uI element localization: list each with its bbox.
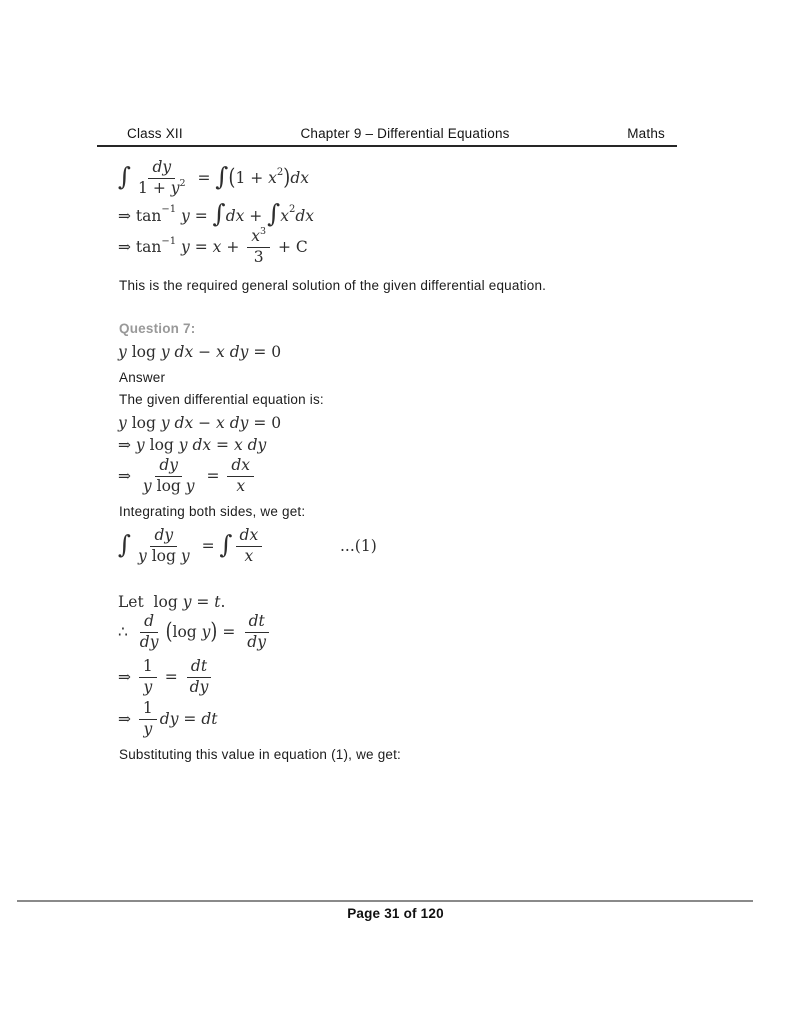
fraction-denominator (139, 678, 156, 697)
math-token: = (191, 593, 215, 611)
math-token: dy (189, 677, 209, 696)
tall-paren: ) (283, 164, 291, 191)
equation-substitution-let (118, 593, 225, 611)
superscript: 2 (276, 166, 284, 178)
equation-derivative-log-y (118, 613, 273, 652)
math-token: x (251, 227, 260, 245)
math-token: dy (139, 632, 159, 651)
fraction (134, 527, 194, 566)
math-token: dy (154, 526, 174, 544)
math-token: y (143, 677, 153, 696)
page-number: Page 31 of 120 (347, 906, 444, 921)
math-token: log (144, 436, 179, 454)
math-token: = (159, 668, 183, 687)
math-token: = (211, 436, 234, 454)
page-header (97, 126, 677, 147)
fraction-numerator (139, 700, 157, 720)
math-token: dx (231, 456, 251, 474)
math-token: d (144, 612, 155, 630)
fraction-denominator (232, 477, 249, 496)
fraction (227, 457, 254, 496)
math-token: = (217, 623, 241, 642)
fraction-numerator (245, 613, 269, 633)
fraction (247, 228, 270, 267)
equation-rearranged (118, 436, 266, 454)
fraction-denominator (243, 633, 270, 652)
math-token: ⇒ (118, 710, 136, 729)
integral-sign: ∫ (212, 199, 226, 228)
superscript: 3 (260, 226, 267, 238)
math-token: dx (295, 206, 315, 225)
math-token: y dx (160, 414, 194, 432)
math-token: x (212, 238, 222, 257)
math-token: y (118, 343, 127, 361)
math-token: − (193, 343, 217, 361)
math-token: y (180, 546, 190, 565)
equation-integral-dy-over-1-plus-y2 (118, 159, 309, 198)
fraction-denominator (139, 720, 156, 739)
math-token: − (193, 414, 217, 432)
math-token: dx (290, 169, 309, 188)
fraction-denominator (139, 477, 199, 496)
equation-given (118, 414, 281, 432)
header-class-label: Class XII (127, 126, 183, 141)
integral-sign: ∫ (267, 199, 281, 228)
equation-separated-variables (118, 457, 257, 496)
math-token: log (151, 476, 186, 495)
math-token: = 0 (248, 343, 282, 361)
fraction (139, 658, 157, 697)
math-token: = (189, 206, 213, 225)
fraction-numerator (148, 159, 175, 179)
math-token: ⇒ (118, 668, 136, 687)
math-token: y (143, 719, 153, 738)
math-token: y dx (178, 436, 212, 454)
math-token: y (185, 476, 195, 495)
math-token: = (178, 710, 202, 729)
math-token: 1 (142, 657, 153, 675)
math-token: y (138, 546, 147, 565)
integrating-line: Integrating both sides, we get: (119, 504, 306, 519)
answer-label: Answer (119, 370, 166, 385)
math-token: log (126, 414, 161, 432)
equation-question-statement (118, 343, 281, 361)
superscript: 2 (179, 178, 186, 190)
math-token: 1 + (138, 178, 171, 197)
question-label: Question 7: (119, 321, 196, 336)
math-token: log (146, 546, 181, 565)
equation-arctan-integrals (118, 199, 315, 228)
math-token: x (244, 546, 254, 565)
math-token: = (189, 238, 213, 257)
fraction-numerator (150, 527, 177, 547)
fraction-denominator (186, 678, 213, 697)
integral-sign: ∫ (118, 529, 132, 559)
math-token: 1 (142, 699, 153, 717)
superscript: −1 (161, 235, 177, 247)
fraction-numerator (139, 658, 157, 678)
equation-one-over-y (118, 658, 215, 697)
math-token: log (172, 623, 202, 642)
tall-paren: ( (165, 618, 173, 645)
solution-note: This is the required general solution of the given differential equation. (119, 278, 547, 293)
fraction-denominator (250, 248, 268, 267)
integral-sign: ∫ (215, 161, 229, 191)
math-token: x dy (216, 343, 249, 361)
math-token: = (196, 537, 220, 556)
fraction (134, 159, 190, 198)
fraction-denominator (134, 179, 190, 198)
math-token: y (176, 238, 190, 257)
fraction-numerator (247, 228, 270, 248)
math-token: y dx (160, 343, 194, 361)
math-token: y (142, 476, 152, 495)
math-token: y (176, 206, 190, 225)
math-token: ⇒ (118, 467, 136, 486)
math-token: ⇒ (118, 436, 136, 454)
math-token: y (201, 623, 211, 642)
math-token: dy (247, 632, 266, 651)
math-token: x (236, 476, 246, 495)
fraction-denominator (134, 547, 194, 566)
fraction-numerator (155, 457, 182, 477)
math-token: + C (273, 238, 308, 257)
math-token: x (280, 206, 289, 225)
math-token: + (221, 238, 245, 257)
integral-sign: ∫ (219, 529, 233, 559)
equation-arctan-solution (118, 228, 308, 267)
superscript: 2 (288, 204, 296, 215)
math-token: dy (159, 456, 179, 474)
math-token: = (192, 169, 216, 188)
fraction-numerator (140, 613, 158, 633)
tall-paren: ) (210, 618, 218, 645)
math-token: x (268, 169, 277, 188)
math-token: y (135, 436, 145, 454)
math-token: dt (190, 657, 208, 675)
math-token: Let log (118, 593, 183, 611)
fraction (236, 527, 263, 566)
math-token: dx (239, 526, 259, 544)
math-token: dt (248, 612, 265, 630)
math-token: ⇒ tan (118, 238, 162, 257)
equation-number-tag: ...(1) (340, 537, 377, 556)
integral-sign: ∫ (118, 161, 132, 191)
math-token: 3 (253, 247, 264, 266)
equation-integrated-both-sides (118, 526, 377, 566)
given-equation-line: The given differential equation is: (119, 392, 324, 407)
fraction (136, 613, 163, 652)
fraction (139, 700, 157, 739)
fraction (186, 658, 213, 697)
math-token: x dy (233, 436, 267, 454)
fraction-numerator (227, 457, 254, 477)
math-token: y (170, 178, 180, 197)
math-token: = 0 (248, 414, 282, 432)
math-token: dy (152, 158, 172, 176)
math-token: y (182, 593, 192, 611)
math-token: ∴ (118, 623, 133, 642)
math-token: . (220, 593, 226, 611)
header-subject-label: Maths (627, 126, 665, 141)
math-token: dx (225, 206, 245, 225)
header-chapter-title: Chapter 9 – Differential Equations (300, 126, 510, 141)
math-token: x dy (216, 414, 249, 432)
substituting-line: Substituting this value in equation (1), we get: (119, 747, 402, 762)
math-token: y (118, 414, 127, 432)
math-token: = (201, 467, 225, 486)
math-token: ⇒ tan (118, 206, 162, 225)
math-token: + (244, 206, 268, 225)
math-token: dy (159, 710, 179, 729)
math-token: t (214, 593, 221, 611)
math-token: 1 + (235, 169, 269, 188)
math-token: dt (201, 710, 218, 729)
math-token: log (126, 343, 161, 361)
superscript: −1 (161, 204, 177, 215)
fraction-denominator (240, 547, 257, 566)
fraction (139, 457, 199, 496)
tall-paren: ( (228, 164, 236, 191)
equation-dy-equals-dt (118, 700, 217, 739)
fraction-numerator (236, 527, 263, 547)
fraction-numerator (187, 658, 211, 678)
fraction (243, 613, 270, 652)
footer-divider (17, 900, 753, 902)
fraction-denominator (136, 633, 163, 652)
